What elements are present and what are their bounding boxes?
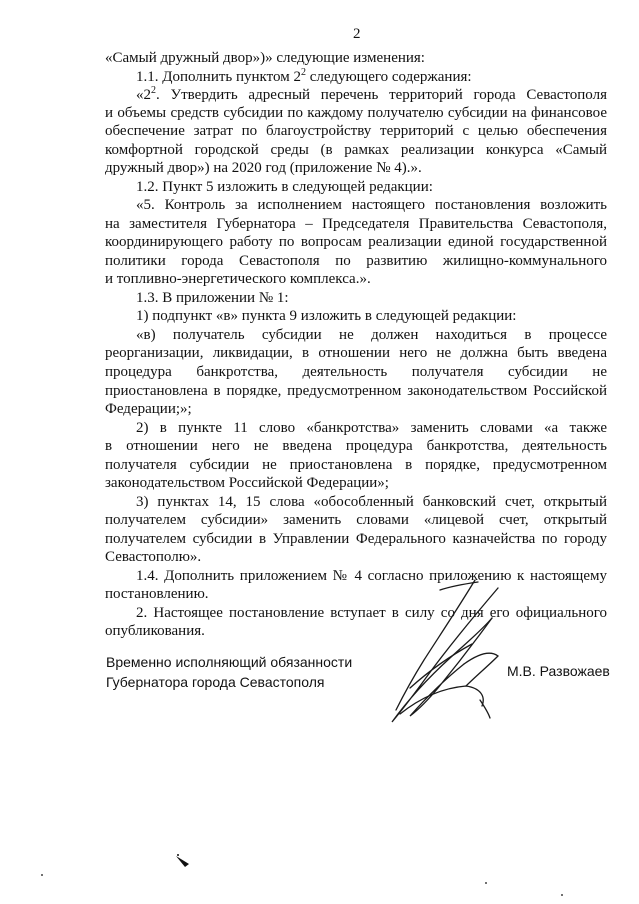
text-line: 2) в пункте 11 слово «банкротства» заменить словами «а также [136, 419, 607, 436]
text-line: в отношении него не введена процедура банкротства, деятельность [105, 438, 607, 455]
text-line: постановлению. [105, 586, 209, 603]
text-line: законодательством Российской Федерации»; [105, 475, 389, 492]
text-line: опубликования. [105, 623, 205, 640]
text-line: обеспечение затрат по благоустройству территорий с целью обеспечения [105, 123, 607, 140]
text-line: дружный двор») на 2020 год (приложение № 4).». [105, 160, 422, 177]
text-line: 1.2. Пункт 5 изложить в следующей редакции: [136, 178, 433, 195]
text-line: Севастополю». [105, 549, 202, 566]
text-line: получателем субсидии» заменить словами «лицевой счет, открытый [105, 512, 607, 529]
scan-speck [40, 873, 44, 877]
text-line: 3) пунктах 14, 15 слова «обособленный банковский счет, открытый [136, 493, 607, 510]
text-line: процедура банкротства, деятельность получателя субсидии не [105, 363, 607, 380]
text-line: политики города Севастополя по развитию жилищно-коммунального [105, 252, 607, 269]
text-line: и топливно-энергетического комплекса.». [105, 271, 371, 288]
text-line: «$2^2$. Утвердить адресный перечень территорий города Севастополя [136, 85, 607, 104]
scan-speck [484, 881, 488, 885]
text-line: координирующего работу по вопросам реализации единой государственной [105, 234, 607, 251]
text-line: Федерации;»; [105, 401, 192, 418]
handwritten-signature [380, 570, 520, 735]
text-line: комфортной городской среды (в рамках реализации конкурса «Самый [105, 141, 607, 158]
signatory-position-line-1: Временно исполняющий обязанности [106, 654, 353, 670]
page-number: 2 [353, 26, 361, 42]
text-line: 1) подпункт «в» пункта 9 изложить в следующей редакции: [136, 308, 517, 325]
text-line: 1.4. Дополнить приложением № 4 согласно приложению к настоящему [136, 567, 607, 584]
text-line: 1.1. Дополнить пунктом $2^2$ следующего содержания: [136, 66, 472, 85]
text-line: 2. Настоящее постановление вступает в силу со дня его официального [136, 604, 607, 621]
text-line: 1.3. В приложении № 1: [136, 289, 289, 306]
signatory-name: М.В. Развожаев [507, 663, 610, 679]
text-line: получателя субсидии не приостановлена в порядке, предусмотренном [105, 456, 607, 473]
text-line: получателем субсидии в Управлении Федерального казначейства по городу [105, 530, 607, 547]
text-line: и объемы средств субсидии по каждому получателю субсидии на финансовое [105, 104, 607, 121]
text-line: «Самый дружный двор»)» следующие изменения: [105, 50, 425, 67]
text-line: на заместителя Губернатора – Председателя Правительства Севастополя, [105, 215, 607, 232]
ink-smudge-mark [173, 852, 193, 870]
text-line: «в) получатель субсидии не должен находиться в процессе [136, 326, 607, 343]
text-line: приостановлена в порядке, предусмотренном законодательством Российской [105, 382, 607, 399]
text-line: «5. Контроль за исполнением настоящего постановления возложить [136, 197, 607, 214]
signatory-position-line-2: Губернатора города Севастополя [106, 674, 325, 690]
scan-speck [560, 893, 564, 897]
text-line: реорганизации, ликвидации, в отношении него не должна быть введена [105, 345, 607, 362]
